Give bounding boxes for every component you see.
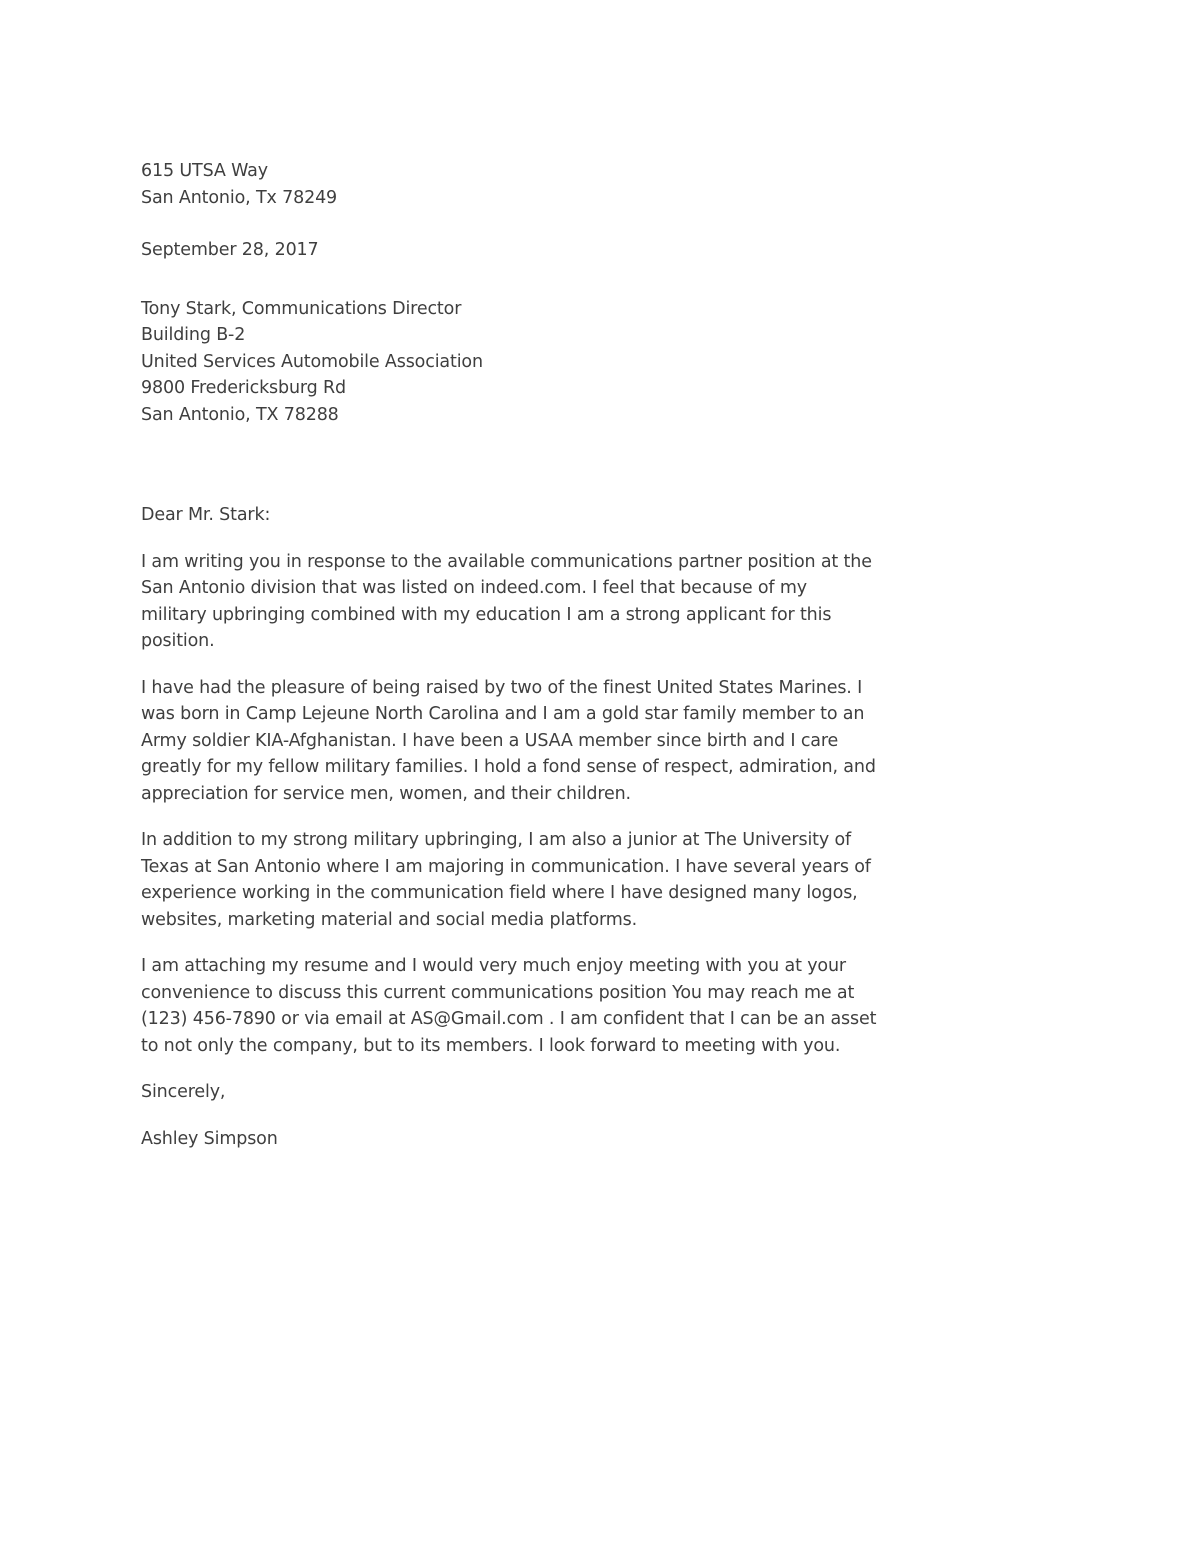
paragraph-line: convenience to discuss this current communications position You may reach me at: [141, 982, 855, 1003]
body-paragraph-2: [141, 675, 901, 808]
paragraph-line: experience working in the communication field where I have designed many logos,: [141, 883, 858, 903]
paragraph-line: In addition to my strong military upbringing, I am also a junior at The University of: [141, 830, 852, 850]
body-paragraph-3: [141, 827, 901, 933]
paragraph-line: position.: [141, 631, 215, 651]
signature: [141, 1126, 901, 1153]
recipient-organization: United Services Automobile Association: [141, 351, 483, 372]
letter-date: [141, 237, 901, 264]
paragraph-line: San Antonio division that was listed on indeed.com. I feel that because of my: [141, 578, 807, 598]
paragraph-line: greatly for my fellow military families. I hold a fond sense of respect, admiration, and: [141, 757, 876, 777]
body-paragraph-1: [141, 549, 901, 655]
recipient-city: San Antonio, TX 78288: [141, 404, 339, 425]
paragraph-line: was born in Camp Lejeune North Carolina and I am a gold star family member to an: [141, 704, 865, 724]
paragraph-line: I am attaching my resume and I would very much enjoy meeting with you at your: [141, 956, 846, 976]
paragraph-line: Texas at San Antonio where I am majoring in communication. I have several years of: [141, 856, 871, 877]
recipient-street: 9800 Fredericksburg Rd: [141, 378, 346, 398]
cover-letter: [141, 158, 901, 1152]
recipient-name-title: Tony Stark, Communications Director: [141, 298, 462, 319]
sender-address: [141, 158, 901, 211]
sender-city: San Antonio, Tx 78249: [141, 187, 338, 208]
paragraph-line: I have had the pleasure of being raised by two of the finest United States Marines. I: [141, 677, 863, 698]
paragraph-line: websites, marketing material and social media platforms.: [141, 909, 638, 930]
salutation-text: Dear Mr. Stark:: [141, 505, 271, 525]
recipient-address: [141, 296, 901, 429]
paragraph-line: to not only the company, but to its members. I look forward to meeting with you.: [141, 1035, 841, 1056]
body-paragraph-4: [141, 953, 901, 1059]
paragraph-line: I am writing you in response to the available communications partner position at the: [141, 551, 872, 572]
signature-name: Ashley Simpson: [141, 1128, 278, 1149]
paragraph-line: (123) 456-7890 or via email at AS@Gmail.com . I am confident that I can be an asset: [141, 1009, 877, 1029]
closing-text: Sincerely,: [141, 1082, 226, 1102]
paragraph-line: appreciation for service men, women, and their children.: [141, 783, 631, 804]
paragraph-line: Army soldier KIA-Afghanistan. I have been a USAA member since birth and I care: [141, 730, 839, 751]
paragraph-line: military upbringing combined with my education I am a strong applicant for this: [141, 604, 832, 625]
sender-street: 615 UTSA Way: [141, 161, 268, 181]
closing: [141, 1079, 901, 1106]
date-text: September 28, 2017: [141, 240, 319, 260]
recipient-building: Building B-2: [141, 325, 246, 345]
salutation: [141, 502, 901, 529]
